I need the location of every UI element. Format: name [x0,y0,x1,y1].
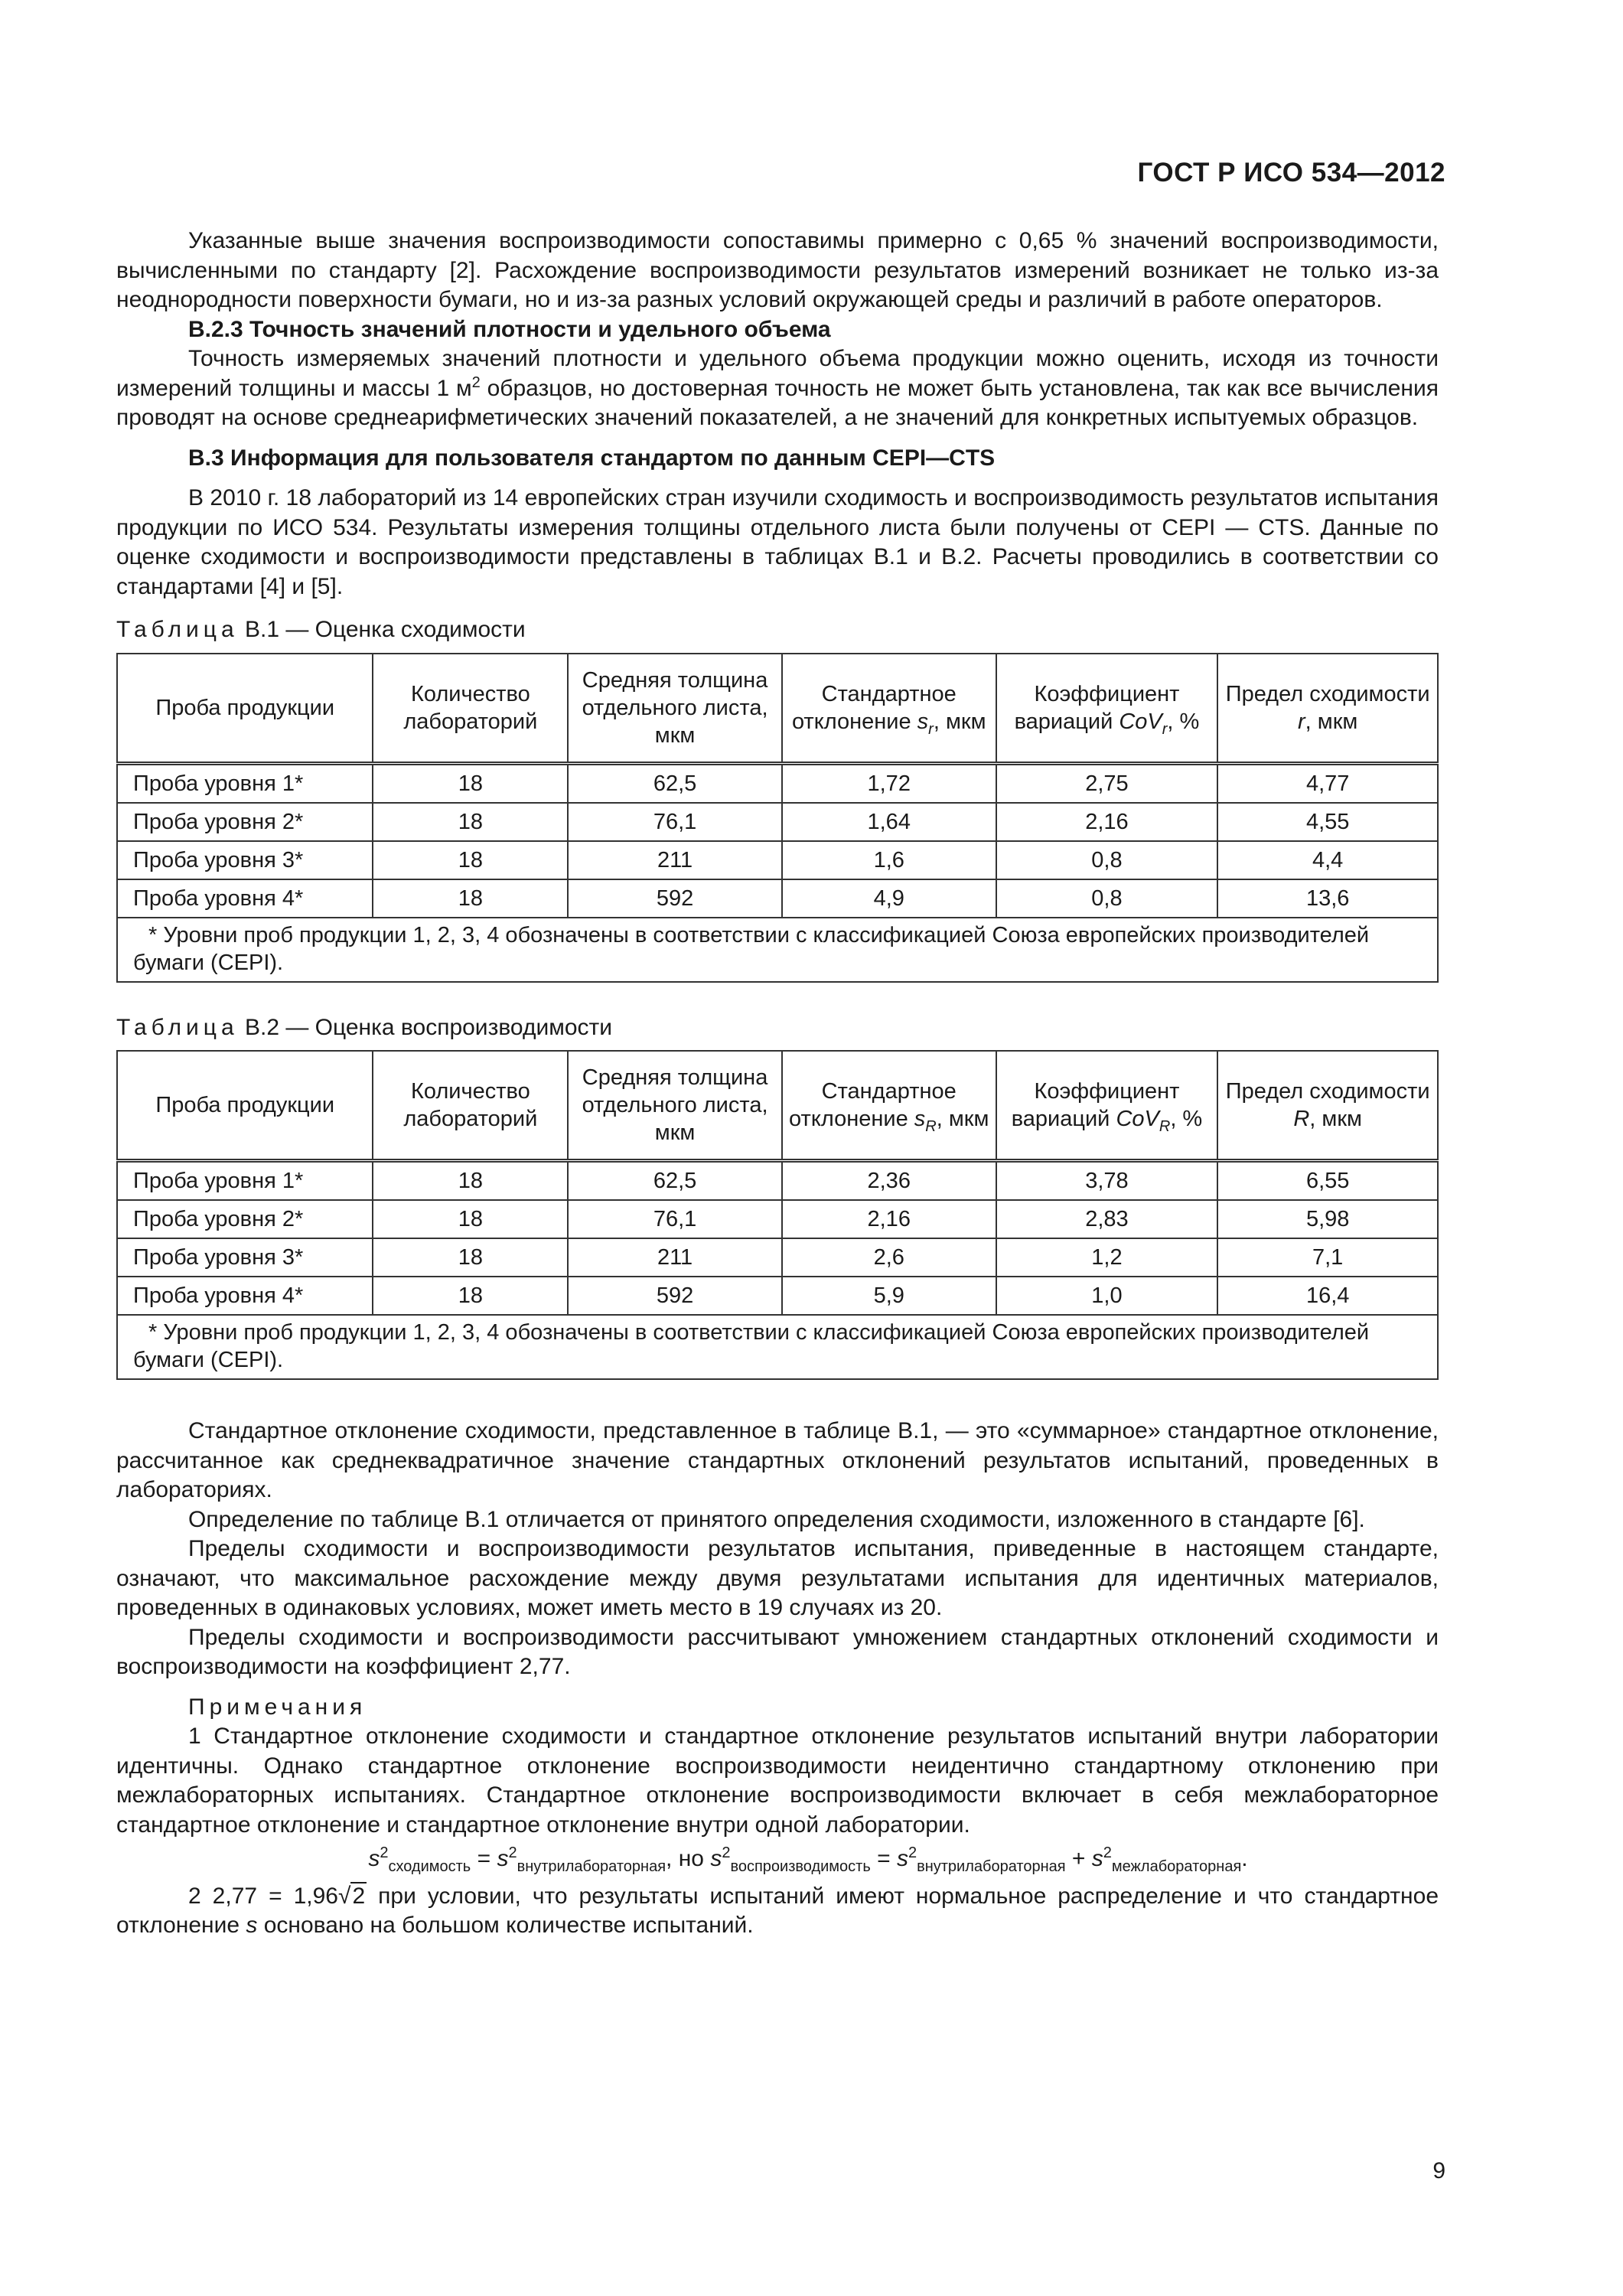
table-row [117,1277,1438,1315]
table2-footnote-text: * Уровни проб продукции 1, 2, 3, 4 обозначены в соответствии с классификацией Союза европейских производителей бумаги (CEPI). [133,1320,1370,1372]
table2-limit-symbol: R [1293,1107,1310,1131]
cell-cov: 2,75 [996,763,1218,803]
table1-cov-text: Коэффициент вариаций [1014,681,1180,734]
table2-header-sample: Проба продукции [117,1051,373,1161]
cell-labs: 18 [373,763,568,803]
cell-std: 1,72 [782,763,996,803]
cell-limit: 6,55 [1217,1161,1438,1201]
variance-formula [116,1844,1439,1874]
b23-text-1: Точность измеряемых значений плотности и удельного объема продукции можно оценить, исходя из точности измерений толщины и массы 1 м [116,346,1439,401]
formula-sq-2: 2 [508,1844,517,1861]
cell-cov: 2,16 [996,803,1218,841]
table1-footnote-text: * Уровни проб продукции 1, 2, 3, 4 обозначены в соответствии с классификацией Союза европейских производителей бумаги (CEPI). [133,922,1370,975]
cell-limit: 7,1 [1217,1238,1438,1277]
cell-labs: 18 [373,1161,568,1201]
cell-std: 1,6 [782,841,996,879]
table2-limit-text: Предел сходимости [1225,1079,1430,1104]
cell-std: 5,9 [782,1277,996,1315]
note-2 [116,1882,1439,1941]
cell-sample: Проба уровня 2* [117,803,373,841]
cell-limit: 4,77 [1217,763,1438,803]
section-b3-heading: В.3 Информация для пользователя стандартом по данным CEPI—CTS [188,445,996,471]
table2-std-symbol: s [914,1107,926,1131]
cell-sample: Проба уровня 4* [117,1277,373,1315]
table-row [117,803,1438,841]
body-paragraph-2: Определение по таблице В.1 отличается от принятого определения сходимости, изложенного в стандарте [6]. [188,1506,1365,1532]
table-row [117,879,1438,918]
cell-thickness: 211 [568,1238,782,1277]
document-header: ГОСТ Р ИСО 534—2012 [1137,158,1445,188]
cell-sample: Проба уровня 3* [117,841,373,879]
table1-caption-rest: В.1 — Оценка сходимости [238,617,526,642]
cell-thickness: 211 [568,841,782,879]
formula-s-1: s [368,1846,380,1871]
cell-thickness: 76,1 [568,1200,782,1238]
section-b23-heading: В.2.3 Точность значений плотности и удельного объема [188,316,831,342]
cell-labs: 18 [373,1200,568,1238]
formula-s-4: s [896,1846,908,1871]
table-row [117,1200,1438,1238]
section-b3-paragraph: В 2010 г. 18 лабораторий из 14 европейских стран изучили сходимость и воспроизводимость результатов испытания продукции по ИСО 534. Результаты измерения толщины отдельного листа были получены от CEPI — CTS. Данные по оценке сходимости и воспроизводимости представлены в таблицах В.1 и В.2. Расчеты проводились в соответствии со стандартами [4] и [5]. [116,485,1439,599]
page-number: 9 [1432,2158,1445,2183]
note2-sqrt-value: 2 [352,1883,366,1909]
table1-header-labs: Количество лабораторий [373,654,568,764]
cell-limit: 13,6 [1217,879,1438,918]
body-paragraph-1: Стандартное отклонение сходимости, представленное в таблице В.1, — это «суммарное» стандартное отклонение, рассчитанное как среднеквадратичное значение стандартных отклонений результатов испытаний, проведенных в лабораториях. [116,1418,1439,1502]
table1-std-text: Стандартное отклонение [791,681,957,734]
table1-header-limit [1217,654,1438,764]
notes-title-text: Примечания [188,1694,367,1720]
table2-header-row [117,1051,1438,1161]
table2-cov-text: Коэффициент вариаций [1011,1079,1180,1131]
table1-caption-prefix: Таблица [116,617,239,642]
cell-sample: Проба уровня 2* [117,1200,373,1238]
cell-thickness: 62,5 [568,1161,782,1201]
intro-paragraph: Указанные выше значения воспроизводимости сопоставимы примерно с 0,65 % значений воспроизводимости, вычисленными по стандарту [2]. Расхождение воспроизводимости результатов измерений возникает не только из-за неоднородности поверхности бумаги, но и из-за разных условий окружающей среды и различий в работе операторов. [116,228,1439,312]
formula-sq-3: 2 [722,1844,731,1861]
table2-header-labs: Количество лабораторий [373,1051,568,1161]
cell-cov: 0,8 [996,879,1218,918]
table2-cov-symbol: CoV [1116,1107,1159,1131]
note2-prefix: 2 2,77 = 1,96 [188,1883,338,1909]
formula-s-2: s [497,1846,509,1871]
cell-cov: 3,78 [996,1161,1218,1201]
cell-limit: 4,55 [1217,803,1438,841]
cell-limit: 16,4 [1217,1277,1438,1315]
table2-limit-unit: , мкм [1309,1107,1362,1131]
formula-end: . [1241,1846,1248,1871]
formula-sq-4: 2 [908,1844,917,1861]
formula-sub-within-lab-1: внутрилабораторная [517,1858,666,1875]
table2-header-limit [1217,1051,1438,1161]
cell-labs: 18 [373,1277,568,1315]
table2-std-sub: R [925,1117,937,1135]
cell-std: 4,9 [782,879,996,918]
table2-header-cov [996,1051,1218,1161]
b23-text-2: образцов, но достоверная точность не может быть установлена, так как все вычисления проводят на основе среднеарифметических значений показателей, а не значений для конкретных испытуемых образцов. [116,375,1439,430]
formula-eq-1: = [471,1846,497,1871]
table1-header-thickness: Средняя толщина отдельного листа, мкм [568,654,782,764]
cell-cov: 2,83 [996,1200,1218,1238]
formula-s-3: s [710,1846,722,1871]
table2-std-text: Стандартное отклонение [789,1079,957,1131]
table2-std-unit: , мкм [936,1107,989,1131]
section-b23-paragraph [116,344,1439,433]
cell-sample: Проба уровня 1* [117,1161,373,1201]
table-repeatability [116,653,1439,983]
table1-header-row [117,654,1438,764]
table-row [117,1238,1438,1277]
cell-std: 1,64 [782,803,996,841]
note2-mid: при условии, что результаты испытаний имеют нормальное распределение и что стандартное отклонение [116,1883,1439,1938]
table1-caption [116,615,1439,645]
note-1: 1 Стандартное отклонение сходимости и стандартное отклонение результатов испытаний внутри лаборатории идентичны. Однако стандартное отклонение воспроизводимости неидентично стандартному отклонению при межлабораторных испытаниях. Стандартное отклонение воспроизводимости включает в себя межлабораторное стандартное отклонение и стандартное отклонение внутри одной лаборатории. [116,1724,1439,1838]
table1-std-symbol: s [917,709,929,734]
cell-sample: Проба уровня 1* [117,763,373,803]
cell-std: 2,6 [782,1238,996,1277]
table2-cov-sub: R [1159,1117,1171,1135]
b23-superscript: 2 [471,373,481,391]
sqrt-icon: √ [338,1883,351,1909]
table1-header-sample: Проба продукции [117,654,373,764]
cell-std: 2,36 [782,1161,996,1201]
table1-cov-unit: , % [1167,709,1200,734]
cell-cov: 1,2 [996,1238,1218,1277]
table-reproducibility [116,1050,1439,1380]
body-paragraph-4: Пределы сходимости и воспроизводимости рассчитывают умножением стандартных отклонений сходимости и воспроизводимости на коэффициент 2,77. [116,1624,1439,1679]
formula-sub-reproducibility: воспроизводимость [730,1858,871,1875]
notes-title [116,1693,1439,1723]
table1-std-unit: , мкм [933,709,986,734]
cell-sample: Проба уровня 4* [117,879,373,918]
cell-labs: 18 [373,841,568,879]
table1-limit-text: Предел сходимости [1225,681,1430,706]
table1-footnote [117,918,1438,982]
cell-labs: 18 [373,879,568,918]
note2-s-symbol: s [246,1913,258,1938]
cell-cov: 0,8 [996,841,1218,879]
table2-footnote [117,1315,1438,1379]
formula-sq-5: 2 [1103,1844,1112,1861]
formula-but: , но [666,1846,711,1871]
cell-thickness: 592 [568,1277,782,1315]
table-row [117,763,1438,803]
note2-end: основано на большом количестве испытаний. [257,1913,754,1938]
cell-cov: 1,0 [996,1277,1218,1315]
table2-caption-prefix: Таблица [116,1014,239,1040]
table1-header-cov [996,654,1218,764]
table-footnote-row [117,1315,1438,1379]
table1-limit-symbol: r [1297,709,1305,734]
table2-cov-unit: , % [1170,1107,1203,1131]
formula-plus: + [1065,1846,1092,1871]
formula-sub-repeatability: сходимость [388,1858,471,1875]
table2-header-std [782,1051,996,1161]
cell-std: 2,16 [782,1200,996,1238]
cell-sample: Проба уровня 3* [117,1238,373,1277]
table2-header-thickness: Средняя толщина отдельного листа, мкм [568,1051,782,1161]
table-footnote-row [117,918,1438,982]
cell-thickness: 76,1 [568,803,782,841]
cell-labs: 18 [373,803,568,841]
cell-thickness: 62,5 [568,763,782,803]
table1-std-sub: r [928,720,934,738]
formula-s-5: s [1091,1846,1103,1871]
page-content [116,227,1439,1941]
table1-cov-sub: r [1162,720,1168,738]
formula-sub-inter-lab: межлабораторная [1111,1858,1242,1875]
formula-sq-1: 2 [380,1844,389,1861]
table1-limit-unit: , мкм [1305,709,1358,734]
table1-header-std [782,654,996,764]
body-paragraph-3: Пределы сходимости и воспроизводимости результатов испытания, приведенные в настоящем стандарте, означают, что максимальное расхождение между двумя результатами испытания для идентичных материалов, проведенных в одинаковых условиях, может иметь место в 19 случаях из 20. [116,1536,1439,1620]
cell-labs: 18 [373,1238,568,1277]
cell-limit: 4,4 [1217,841,1438,879]
formula-eq-2: = [870,1846,897,1871]
table1-cov-symbol: CoV [1119,709,1162,734]
table-row [117,1161,1438,1201]
table2-caption [116,1013,1439,1043]
cell-thickness: 592 [568,879,782,918]
formula-sub-within-lab-2: внутрилабораторная [917,1858,1066,1875]
table2-caption-rest: В.2 — Оценка воспроизводимости [238,1014,613,1040]
cell-limit: 5,98 [1217,1200,1438,1238]
table-row [117,841,1438,879]
